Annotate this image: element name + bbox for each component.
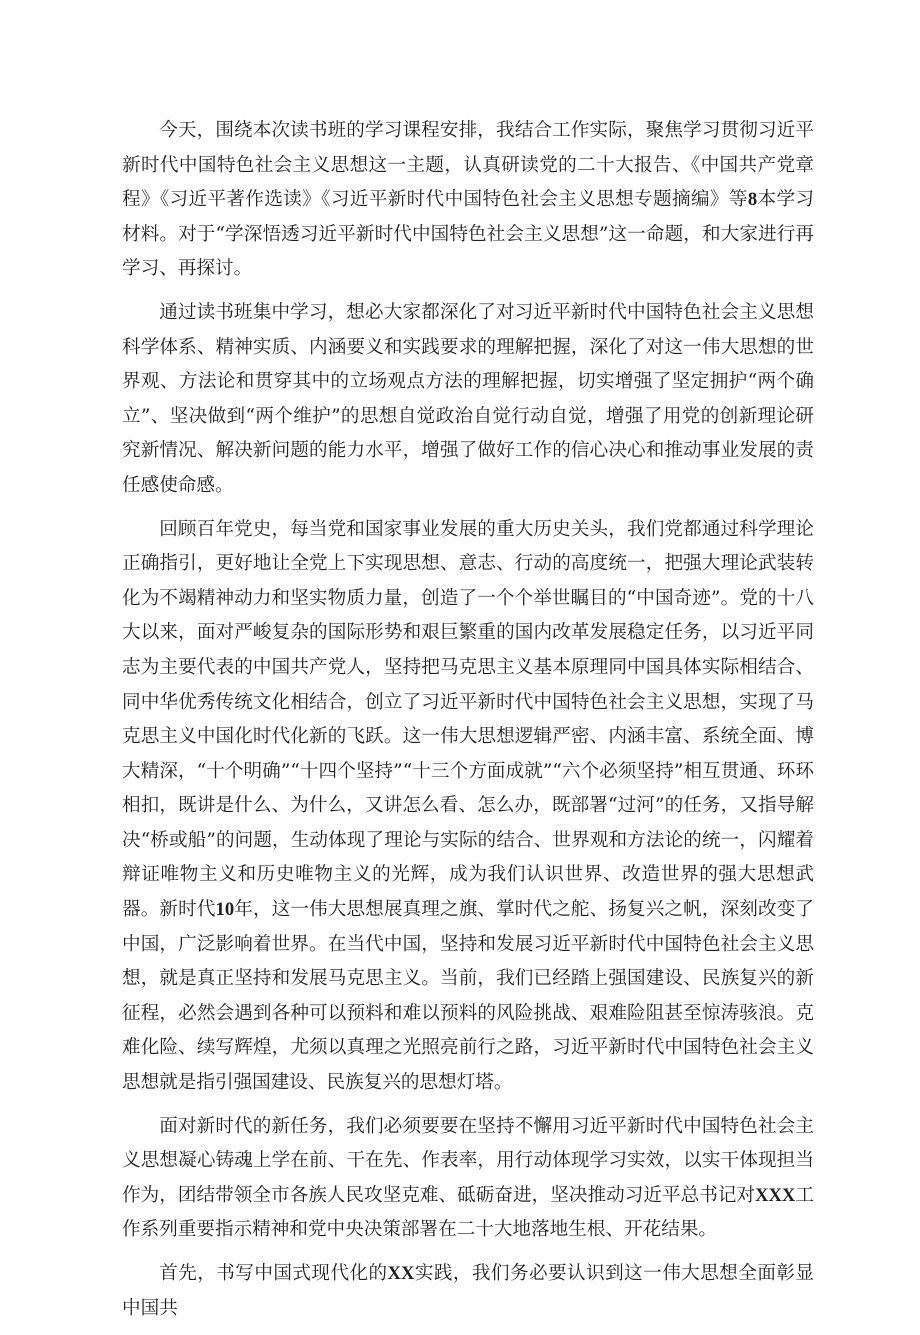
paragraph-4: 面对新时代的新任务，我们必须要要在坚持不懈用习近平新时代中国特色社会主义思想凝心铸魂上学在前、干在先、作表率，用行动体现学习实效，以实干体现担当作为，团结带领全市各族人民攻坚克难、砥砺奋进，坚决推动习近平总书记对XXX工作系列重要指示精神和党中央决策部署在二十大地落地生根、开花结果。 (122, 1115, 814, 1241)
paragraph-2: 通过读书班集中学习，想必大家都深化了对习近平新时代中国特色社会主义思想科学体系、精神实质、内涵要义和实践要求的理解把握，深化了对这一伟大思想的世界观、方法论和贯穿其中的立场观点方法的理解把握，切实增强了坚定拥护“两个确立”、坚决做到“两个维护”的思想自觉政治自觉行动自觉，增强了用党的创新理论研究新情况、解决新问题的能力水平，增强了做好工作的信心决心和推动事业发展的责任感使命感。 (122, 301, 814, 496)
paragraph-1: 今天，围绕本次读书班的学习课程安排，我结合工作实际，聚焦学习贯彻习近平新时代中国特色社会主义思想这一主题，认真研读党的二十大报告、《中国共产党章程》《习近平著作选读》《习近平新时代中国特色社会主义思想专题摘编》等8本学习材料。对于“学深悟透习近平新时代中国特色社会主义思想”这一命题，和大家进行再学习、再探讨。 (122, 120, 814, 280)
paragraph-5: 首先，书写中国式现代化的XX实践，我们务必要认识到这一伟大思想全面彰显中国共 (122, 1263, 814, 1319)
paragraph-3: 回顾百年党史，每当党和国家事业发展的重大历史关头，我们党都通过科学理论正确指引，更好地让全党上下实现思想、意志、行动的高度统一，把强大理论武装转化为不竭精神动力和坚实物质力量，创造了一个个举世瞩目的“中国奇迹”。党的十八大以来，面对严峻复杂的国际形势和艰巨繁重的国内改革发展稳定任务，以习近平同志为主要代表的中国共产党人，坚持把马克思主义基本原理同中国具体实际相结合、同中华优秀传统文化相结合，创立了习近平新时代中国特色社会主义思想，实现了马克思主义中国化时代化新的飞跃。这一伟大思想逻辑严密、内涵丰富、系统全面、博大精深，“十个明确”“十四个坚持”“十三个方面成就”“六个必须坚持”相互贯通、环环相扣，既讲是什么、为什么，又讲怎么看、怎么办，既部署“过河”的任务，又指导解决“桥或船”的问题，生动体现了理论与实际的结合、世界观和方法论的统一，闪耀着辩证唯物主义和历史唯物主义的光辉，成为我们认识世界、改造世界的强大思想武器。新时代10年，这一伟大思想展真理之旗、掌时代之舵、扬复兴之帆，深刻改变了中国，广泛影响着世界。在当代中国，坚持和发展习近平新时代中国特色社会主义思想，就是真正坚持和发展马克思主义。当前，我们已经踏上强国建设、民族复兴的新征程，必然会遇到各种可以预料和难以预料的风险挑战、艰难险阻甚至惊涛骇浪。克难化险、续写辉煌，尤须以真理之光照亮前行之路，习近平新时代中国特色社会主义思想就是指引强国建设、民族复兴的思想灯塔。 (122, 518, 814, 1094)
document-body (122, 114, 814, 1335)
